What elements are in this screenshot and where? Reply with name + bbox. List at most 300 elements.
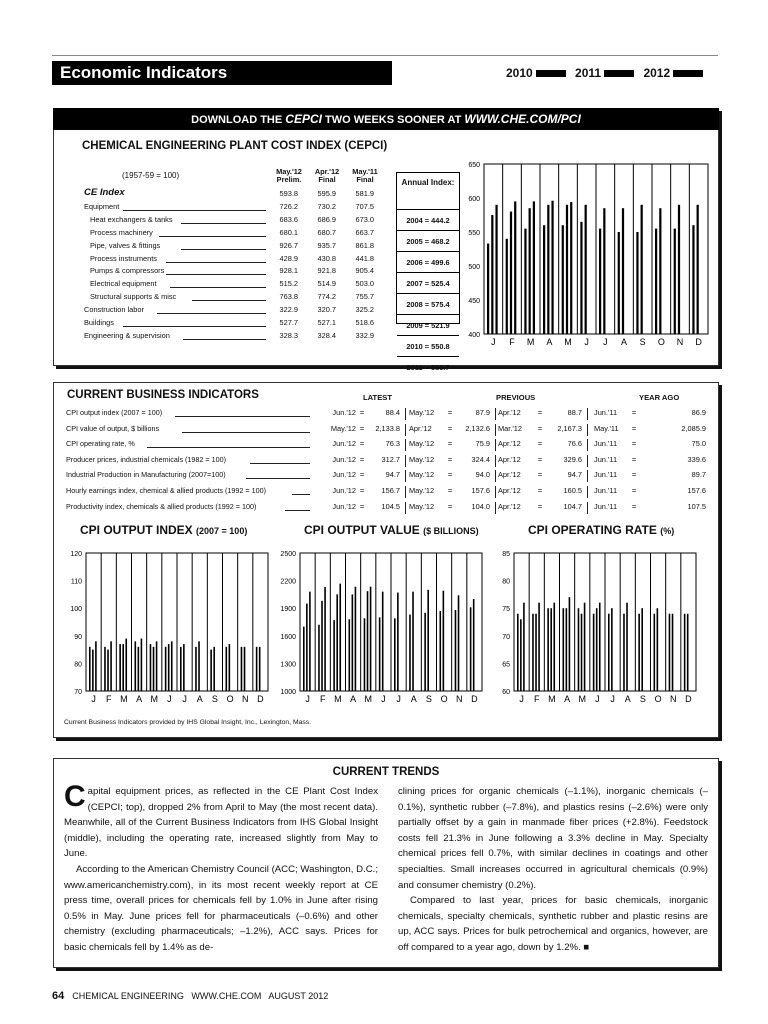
cepci-row [84, 228, 394, 240]
cbi-value: 156.7 [381, 486, 400, 495]
cepci-value: 595.9 [317, 189, 336, 198]
x-tick-label: F [106, 694, 112, 704]
cpi-operating-rate-chart [490, 545, 700, 710]
bar-2011 [107, 650, 109, 691]
column-separator [587, 470, 588, 482]
cepci-value: 774.2 [317, 292, 336, 302]
column-separator [587, 439, 588, 451]
bar-2011 [473, 599, 475, 691]
bar-2010 [692, 225, 694, 334]
cbi-value: = [631, 501, 637, 511]
bar-2011 [306, 604, 308, 691]
cbi-value: Apr.'12 [498, 470, 521, 480]
x-tick-label: J [519, 694, 524, 704]
cbi-value: Jun.'11 [594, 454, 618, 464]
cepci-row-label: Pipe, valves & fittings [90, 240, 161, 250]
footer [52, 990, 328, 1002]
bar-2011 [122, 644, 124, 691]
bar-2010 [674, 229, 676, 334]
cbi-value: = [631, 439, 637, 449]
cepci-row-label: CE Index [84, 187, 125, 198]
bar-2012 [569, 597, 571, 691]
x-tick-label: D [695, 337, 702, 346]
bar-2011 [581, 614, 583, 691]
cbi-value: Jun.'12 [332, 470, 356, 480]
cepci-value: 683.6 [279, 214, 298, 224]
trends-title: CURRENT TRENDS [332, 766, 440, 778]
cepci-row [84, 331, 394, 343]
cbi-value: 94.7 [385, 470, 400, 480]
trends-paragraph: Capital equipment prices, as reflected in the CE Plant Cost Index (CEPCI; top), dropped 2% from April to May (the most recent data). Meanwhile, all of the Current Business Indicators from IHS Global Insight (middle), including the operating rate, increased slightly from May to June. [64, 780, 378, 860]
bar-2011 [458, 595, 460, 691]
annual-index-title: Annual Index: [401, 178, 455, 187]
x-tick-label: M [120, 694, 128, 704]
column-separator [587, 502, 588, 514]
cbi-value: 329.6 [563, 454, 582, 464]
cbi-value: = [537, 470, 543, 480]
x-tick-label: N [242, 694, 249, 704]
y-tick-label: 60 [502, 689, 510, 696]
bar-2011 [397, 593, 399, 691]
cepci-value: 663.7 [355, 227, 374, 237]
bar-2011 [596, 608, 598, 691]
cbi-value: 75.9 [475, 439, 490, 449]
leader-line [159, 236, 266, 237]
x-tick-label: M [548, 694, 556, 704]
cbi-value: 2,085.9 [681, 423, 706, 433]
bar-2010 [379, 617, 381, 691]
x-tick-label: D [471, 694, 478, 704]
bar-2012 [514, 201, 516, 334]
cepci-value: 428.9 [279, 253, 298, 263]
bar-2010 [636, 232, 638, 334]
bar-2011 [641, 205, 643, 334]
y-tick-label: 90 [74, 633, 82, 641]
y-tick-label: 110 [70, 578, 82, 586]
x-tick-label: O [226, 694, 234, 704]
leader-line [181, 223, 266, 224]
cepci-value: 515.2 [279, 279, 298, 289]
bar-2010 [580, 222, 582, 334]
legend-swatch [536, 70, 566, 77]
bar-2011 [183, 644, 185, 691]
x-tick-label: J [91, 694, 96, 704]
cbi-value: Apr.'12 [498, 439, 521, 449]
bar-2010 [89, 647, 91, 691]
x-tick-label: M [150, 694, 158, 704]
cbi-value: 104.5 [381, 501, 400, 511]
x-tick-label: M [364, 694, 372, 704]
cepci-row-label: Engineering & supervision [84, 330, 170, 340]
bar-2010 [349, 619, 351, 691]
leader-line [123, 210, 266, 211]
annual-index-box [396, 172, 460, 372]
bar-2010 [333, 620, 335, 691]
cbi-value: 87.9 [475, 408, 490, 417]
cepci-col-header: May.'11 Final [352, 167, 378, 184]
cbi-value: = [631, 470, 637, 480]
cepci-value: 328.3 [279, 330, 298, 340]
leader-line [157, 313, 266, 314]
bar-2010 [547, 608, 549, 691]
cepci-value: 928.1 [279, 266, 298, 276]
cepci-value: 527.7 [279, 318, 298, 327]
bar-2010 [440, 611, 442, 691]
cbi-value: Jun.'11 [594, 408, 618, 417]
x-tick-label: A [410, 694, 417, 704]
trends-column-1 [64, 780, 378, 956]
bar-2011 [611, 608, 613, 691]
bar-2011 [626, 603, 628, 691]
cbi-value: May.'12 [409, 501, 435, 511]
top-rule [52, 55, 718, 56]
cpi-output-value-chart [276, 545, 486, 710]
column-separator [495, 424, 496, 436]
bar-2011 [491, 215, 493, 334]
x-tick-label: S [639, 337, 646, 346]
column-separator [495, 439, 496, 451]
column-separator [495, 455, 496, 467]
column-separator [587, 424, 588, 436]
bar-2011 [529, 208, 531, 334]
bar-2011 [412, 592, 414, 691]
cbi-value: 2,167.3 [557, 423, 582, 433]
bar-2010 [135, 641, 137, 691]
x-tick-label: N [670, 694, 677, 704]
cepci-row [84, 241, 394, 253]
bar-2012 [533, 201, 535, 334]
cbi-value: Jun.'11 [594, 486, 618, 495]
bar-2011 [657, 608, 659, 691]
cbi-value: Jun.'12 [332, 454, 356, 464]
cbi-title: CURRENT BUSINESS INDICATORS [67, 389, 259, 401]
cbi-value: Apr.'12 [498, 486, 521, 495]
x-tick-label: J [381, 694, 386, 704]
cepci-row [84, 202, 394, 214]
x-tick-label: O [654, 694, 662, 704]
bar-2010 [517, 614, 519, 691]
cepci-value: 935.7 [317, 240, 336, 250]
chart-title-output-index: CPI OUTPUT INDEX (2007 = 100) [80, 523, 248, 537]
bar-2010 [618, 232, 620, 334]
column-separator [405, 439, 406, 451]
bar-2010 [150, 644, 152, 691]
bar-2011 [336, 594, 338, 691]
bar-2010 [669, 614, 671, 691]
bar-2010 [608, 614, 610, 691]
bar-2011 [659, 208, 661, 334]
cbi-credit: Current Business Indicators provided by IHS Global Insight, Inc., Lexington, Mass. [64, 719, 312, 726]
leader-line [250, 463, 311, 464]
x-tick-label: S [425, 694, 432, 704]
cepci-col-header: Apr.'12 Final [314, 167, 340, 184]
cepci-value: 921.8 [317, 266, 336, 276]
cepci-row-label: Electrical equipment [90, 279, 157, 289]
bar-2010 [409, 615, 411, 691]
section-title: Economic Indicators [52, 61, 392, 85]
cepci-value: 730.2 [317, 201, 336, 211]
cepci-column-headers [270, 168, 390, 188]
trends-paragraph: Compared to last year, prices for basic chemicals, inorganic chemicals, specialty chemicals, synthetic rubber and plastic resins are up, ACC says. Prices for bulk petrochemical and organics, however, are off compared to a year ago, down by 1.2%. ■ [398, 895, 708, 953]
bar-2011 [585, 205, 587, 334]
x-tick-label: J [167, 694, 172, 704]
x-tick-label: A [136, 694, 143, 704]
bar-2010 [487, 244, 489, 334]
cepci-row [84, 189, 394, 201]
y-tick-label: 70 [502, 633, 510, 641]
x-tick-label: A [620, 337, 628, 346]
page-number: 64 [52, 990, 65, 1002]
footer-text: CHEMICAL ENGINEERING WWW.CHE.COM AUGUST 2012 [72, 991, 329, 1001]
cbi-value: = [631, 408, 637, 417]
cepci-row-label: Heat exchangers & tanks [90, 214, 173, 224]
x-tick-label: J [491, 337, 496, 346]
cbi-value: = [537, 439, 543, 449]
cepci-value: 527.1 [317, 318, 336, 327]
bar-2010 [364, 618, 366, 691]
x-tick-label: F [534, 694, 540, 704]
year-2012: 2012 [643, 66, 703, 80]
x-tick-label: A [546, 337, 553, 346]
cbi-value: May.'12 [409, 470, 435, 480]
y-tick-label: 400 [468, 332, 480, 339]
bar-2011 [550, 608, 552, 691]
cbi-value: May.'12 [409, 454, 435, 464]
bar-2011 [321, 601, 323, 691]
bar-2012 [125, 639, 127, 691]
cepci-value: 861.8 [355, 240, 374, 250]
x-tick-label: S [211, 694, 218, 704]
cbi-value: 160.5 [563, 486, 582, 495]
bar-2011 [603, 208, 605, 334]
bar-2011 [443, 591, 445, 691]
leader-line [123, 326, 266, 327]
cbi-value: 107.5 [687, 501, 706, 511]
column-separator [495, 502, 496, 514]
cepci-row [84, 266, 394, 278]
bar-2012 [339, 584, 341, 691]
leader-line [181, 249, 266, 250]
cepci-row-label: Equipment [84, 201, 120, 211]
bar-2012 [156, 641, 158, 691]
cbi-header-latest: LATEST [363, 393, 392, 402]
cbi-value: 86.9 [691, 408, 706, 417]
bar-2012 [370, 587, 372, 691]
bar-2010 [394, 618, 396, 691]
cepci-value: 707.5 [355, 201, 374, 211]
leader-line [147, 447, 310, 448]
cbi-value: = [359, 408, 365, 417]
bar-2011 [259, 647, 261, 691]
cepci-row-label: Construction labor [84, 305, 144, 315]
bar-2011 [213, 647, 215, 691]
bar-2011 [535, 614, 537, 691]
x-tick-label: S [639, 694, 646, 704]
bar-2010 [424, 613, 426, 691]
column-separator [587, 455, 588, 467]
column-separator [405, 408, 406, 420]
drop-cap: C [64, 780, 86, 813]
y-tick-label: 1600 [280, 633, 296, 641]
y-tick-label: 100 [70, 606, 82, 614]
x-tick-label: M [526, 337, 535, 346]
leader-line [246, 478, 310, 479]
cbi-row-label: Hourly earnings index, chemical & allied products (1992 = 100) [66, 486, 266, 495]
y-tick-label: 1000 [280, 689, 296, 696]
bar-2010 [623, 614, 625, 691]
cbi-value: = [537, 501, 543, 511]
x-tick-label: A [564, 694, 571, 704]
cbi-value: Jun.'11 [594, 439, 618, 449]
y-tick-label: 85 [502, 551, 510, 558]
cbi-row-label: CPI value of output, $ billions [66, 423, 160, 433]
bar-2012 [553, 603, 555, 691]
bar-2010 [165, 647, 167, 691]
cepci-value: 322.9 [279, 305, 298, 315]
cbi-value: 104.7 [563, 501, 582, 511]
y-tick-label: 600 [468, 196, 480, 203]
bar-2010 [562, 225, 564, 334]
bar-2012 [141, 639, 143, 691]
bar-2010 [318, 625, 320, 691]
x-tick-label: J [584, 337, 589, 346]
x-tick-label: J [603, 337, 608, 346]
column-separator [405, 424, 406, 436]
cbi-value: 88.7 [567, 408, 582, 417]
bar-2010 [303, 627, 305, 691]
cepci-value: 726.2 [279, 201, 298, 211]
cbi-value: = [537, 454, 543, 464]
x-tick-label: D [685, 694, 692, 704]
y-tick-label: 80 [74, 661, 82, 669]
x-tick-label: F [320, 694, 326, 704]
cbi-value: 2,133.8 [375, 423, 400, 433]
cepci-value: 518.6 [355, 318, 374, 327]
cbi-value: 312.7 [381, 454, 400, 464]
y-tick-label: 500 [468, 264, 480, 271]
cbi-row-label: Productivity index, chemicals & allied products (1992 = 100) [66, 501, 257, 511]
cbi-value: = [447, 408, 453, 417]
bar-2010 [563, 608, 565, 691]
cbi-value: = [447, 486, 453, 495]
column-separator [405, 455, 406, 467]
x-tick-label: N [676, 337, 684, 346]
cbi-row-label: Industrial Production in Manufacturing (2007=100) [66, 470, 226, 480]
y-tick-label: 1300 [280, 661, 296, 669]
cepci-value: 332.9 [355, 330, 374, 340]
cepci-value: 320.7 [317, 305, 336, 315]
cbi-value: May.'12 [409, 408, 435, 417]
x-tick-label: N [456, 694, 463, 704]
cepci-value: 905.4 [355, 266, 374, 276]
bar-2012 [551, 201, 553, 334]
end-mark: ■ [583, 941, 590, 953]
bar-2011 [687, 614, 689, 691]
cbi-value: May.'11 [594, 423, 619, 433]
bar-2010 [470, 607, 472, 691]
bar-2012 [538, 603, 540, 691]
bar-2011 [566, 205, 568, 334]
cbi-value: Mar.'12 [498, 423, 523, 433]
cepci-table [84, 189, 394, 359]
cepci-value: 593.8 [279, 189, 298, 198]
trends-paragraph: According to the American Chemistry Council (ACC; Washington, D.C.; www.americanchemistry.com), in its most recent weekly report at CE press time, overall prices for chemicals fell by 1.0% in June after rising 0.5% in May. June prices fell for pharmaceuticals (–0.6%) and other chemistry (excluding pharmaceuticals; –1.2%), ACC says. Prices for basic chemicals fell by 1.4% as de- [64, 863, 378, 953]
cbi-value: 104.0 [471, 501, 490, 511]
cbi-row [66, 470, 712, 482]
cbi-value: Jun.'12 [332, 408, 356, 417]
chart-title-operating-rate: CPI OPERATING RATE (%) [528, 523, 675, 537]
bar-2011 [566, 608, 568, 691]
bar-2010 [195, 647, 197, 691]
bar-2011 [382, 592, 384, 691]
y-tick-label: 80 [502, 578, 510, 586]
column-separator [495, 470, 496, 482]
y-tick-label: 650 [468, 162, 480, 169]
cepci-value: 755.7 [355, 292, 374, 302]
cbi-value: 94.7 [567, 470, 582, 480]
cepci-value: 328.4 [317, 330, 336, 340]
cbi-value: Jun.'12 [332, 501, 356, 511]
bar-2012 [523, 603, 525, 691]
bar-2010 [593, 614, 595, 691]
bar-2011 [138, 647, 140, 691]
cbi-value: = [359, 439, 365, 449]
cbi-value: = [631, 486, 637, 495]
bar-2010 [655, 229, 657, 334]
cbi-value: Jun.'11 [594, 501, 618, 511]
cbi-table [66, 408, 712, 516]
x-tick-label: J [396, 694, 401, 704]
bar-2011 [510, 212, 512, 334]
cepci-chart [462, 160, 712, 346]
cepci-row [84, 292, 394, 304]
cbi-value: = [359, 486, 365, 495]
year-2010: 2010 [506, 66, 566, 80]
cbi-row-label: CPI operating rate, % [66, 439, 135, 449]
bar-2011 [547, 205, 549, 334]
bar-2010 [256, 647, 258, 691]
bar-2010 [532, 614, 534, 691]
cbi-value: = [537, 423, 543, 433]
trends-column-2 [398, 784, 708, 956]
cbi-value: = [631, 423, 637, 433]
column-separator [495, 408, 496, 420]
cbi-value: Jun.'11 [594, 470, 618, 480]
bar-2011 [92, 650, 94, 691]
bar-2012 [570, 202, 572, 334]
x-tick-label: M [564, 337, 572, 346]
cbi-row [66, 424, 712, 436]
bar-2010 [241, 647, 243, 691]
bar-2012 [495, 205, 497, 334]
cepci-value: 680.7 [317, 227, 336, 237]
annual-index-row: 2005 = 468.2 [397, 230, 459, 251]
cbi-header-previous: PREVIOUS [496, 393, 536, 402]
bar-2011 [427, 590, 429, 691]
cepci-col-header: May.'12 Prelim. [276, 167, 302, 184]
bar-2010 [210, 650, 212, 691]
cbi-value: May.'12 [330, 423, 356, 433]
cbi-row [66, 455, 712, 467]
download-banner[interactable]: DOWNLOAD THE CEPCI TWO WEEKS SOONER AT WWW.CHE.COM/PCI [53, 108, 719, 130]
bar-2011 [153, 647, 155, 691]
cbi-value: Jun.'12 [332, 486, 356, 495]
bar-2012 [95, 641, 97, 691]
cbi-value: 75.0 [691, 439, 706, 449]
trends-paragraph: clining prices for organic chemicals (–1.1%), inorganic chemicals (–0.1%), synthetic rubber (–7.8%), and plastics resins (–2.6%) were only partially offset by a gain in manmade fiber prices (+2.8%). Feedstock costs fell 21.3% in June following a 3.3% decline in May. Specialty chemical prices fell 0.7%, with similar declines in coatings and other specialties. Small increases occurred in agricultural chemicals (0.9%) and consumer chemistry (0.2%). [398, 786, 708, 891]
bar-2010 [524, 229, 526, 334]
cbi-value: = [447, 423, 453, 433]
